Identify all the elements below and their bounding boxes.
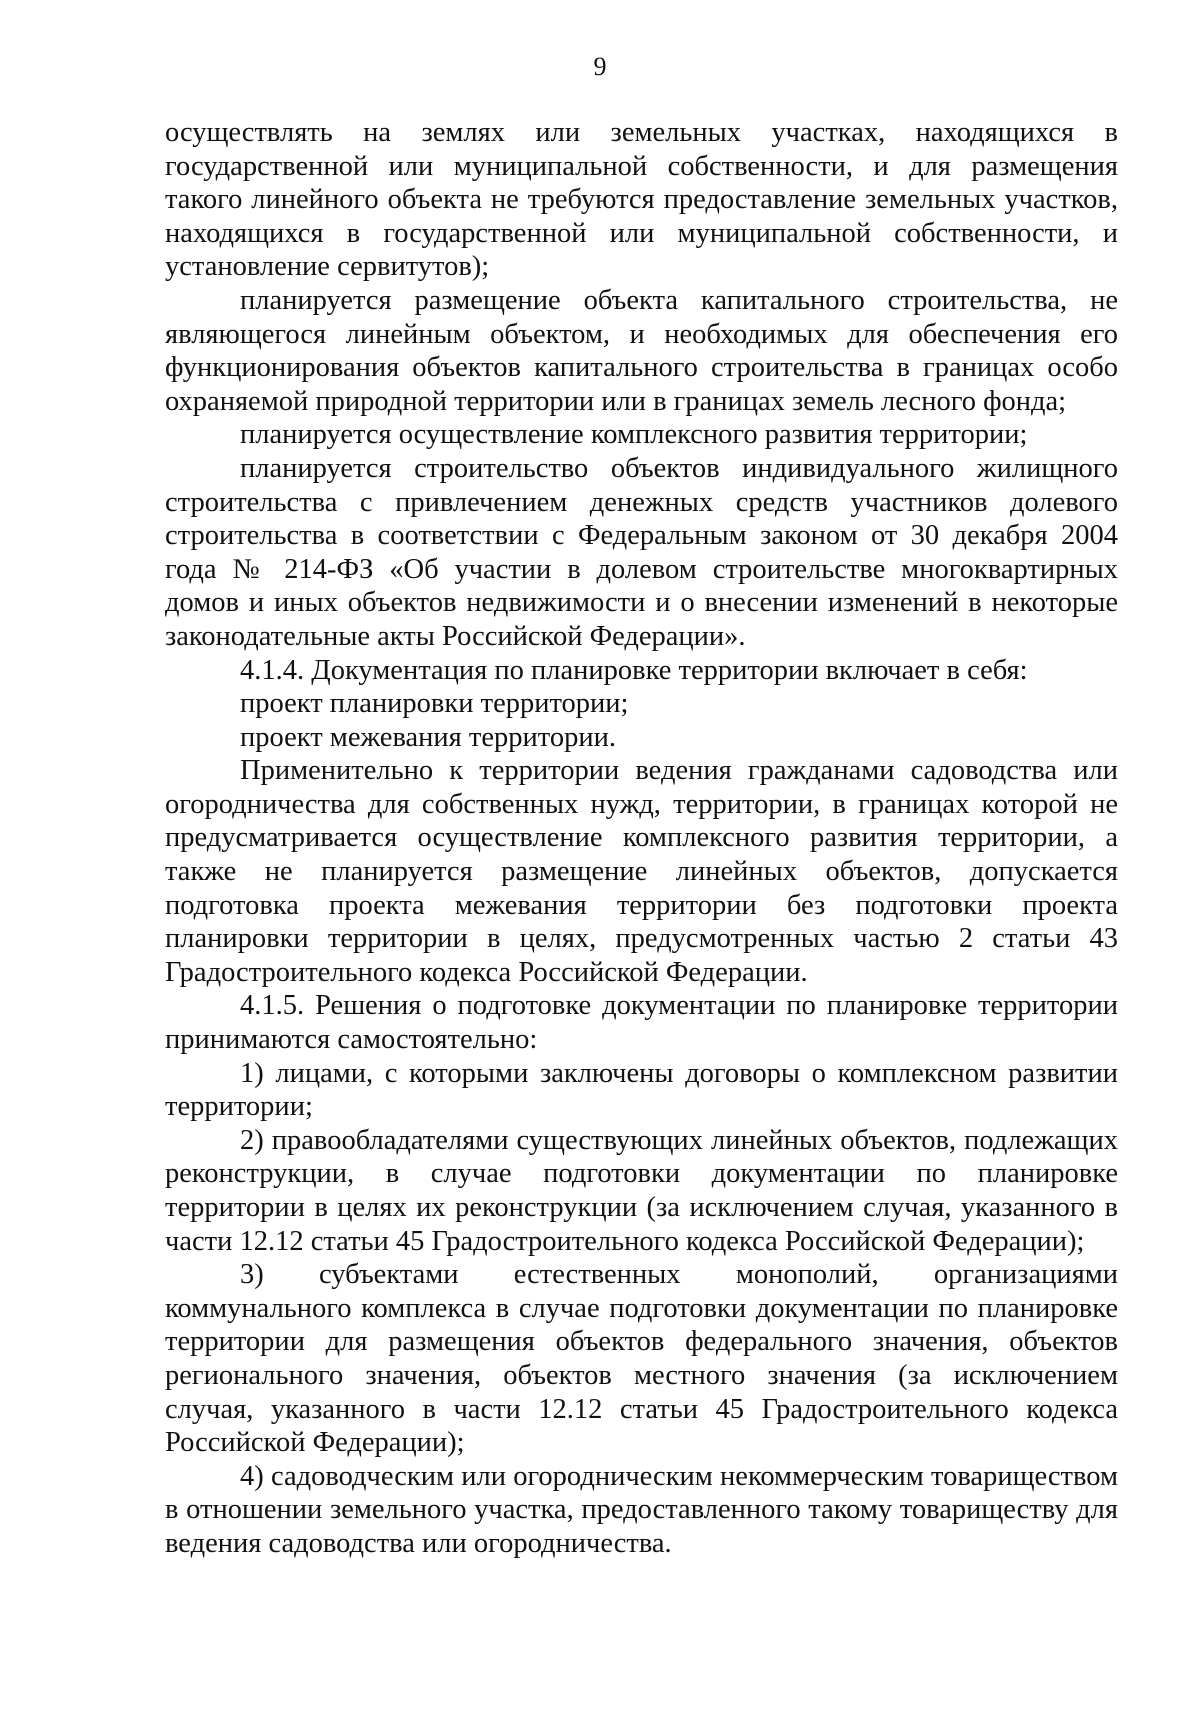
list-item: 3) субъектами естественных монополий, организациями коммунального комплекса в случае подготовки документации по планировке территории для размещения объектов федерального значения, объектов регионального значения, объектов местного значения (за исключением случая, указанного в части 12.12 статьи 45 Градостроительного кодекса Российской Федерации); (165, 1259, 1118, 1459)
paragraph: Применительно к территории ведения гражданами садоводства или огородничества для собственных нужд, территории, в границах которой не предусматривается осуществление комплексного развития территории, а также не планируется размещение линейных объектов, допускается подготовка проекта межевания территории без подготовки проекта планировки территории в целях, предусмотренных частью 2 статьи 43 Градостроительного кодекса Российской Федерации. (165, 755, 1118, 988)
paragraph: планируется размещение объекта капитального строительства, не являющегося линейным объектом, и необходимых для обеспечения его функционирования объектов капитального строительства в границах особо охраняемой природной территории или в границах земель лесного фонда; (165, 284, 1118, 417)
document-body (165, 116, 1118, 1561)
list-item: 1) лицами, с которыми заключены договоры о комплексном развитии территории; (165, 1057, 1118, 1123)
paragraph: осуществлять на землях или земельных участках, находящихся в государственной или муниципальной собственности, и для размещения такого линейного объекта не требуются предоставление земельных участков, находящихся в государственной или муниципальной собственности, и установление сервитутов); (165, 117, 1118, 283)
list-item: проект планировки территории; (240, 688, 629, 720)
list-item: проект межевания территории. (240, 721, 616, 753)
section-heading-4-1-4: 4.1.4. Документация по планировке территории включает в себя: (240, 654, 1028, 686)
list-item: 2) правообладателями существующих линейных объектов, подлежащих реконструкции, в случае подготовки документации по планировке территории в целях их реконструкции (за исключением случая, указанного в части 12.12 статьи 45 Градостроительного кодекса Российской Федерации); (165, 1124, 1118, 1257)
section-heading-4-1-5: 4.1.5. Решения о подготовке документации по планировке территории принимаются самостоятельно: (165, 990, 1118, 1056)
paragraph: планируется строительство объектов индивидуального жилищного строительства с привлечением денежных средств участников долевого строительства в соответствии с Федеральным законом от 30 декабря 2004 года № 214-ФЗ «Об участии в долевом строительстве многоквартирных домов и иных объектов недвижимости и о внесении изменений в некоторые законодательные акты Российской Федерации». (165, 452, 1118, 652)
list-item: 4) садоводческим или огородническим некоммерческим товариществом в отношении земельного участка, предоставленного такому товариществу для ведения садоводства или огородничества. (165, 1460, 1118, 1559)
page-number: 9 (593, 52, 607, 81)
paragraph: планируется осуществление комплексного развития территории; (240, 419, 1028, 451)
